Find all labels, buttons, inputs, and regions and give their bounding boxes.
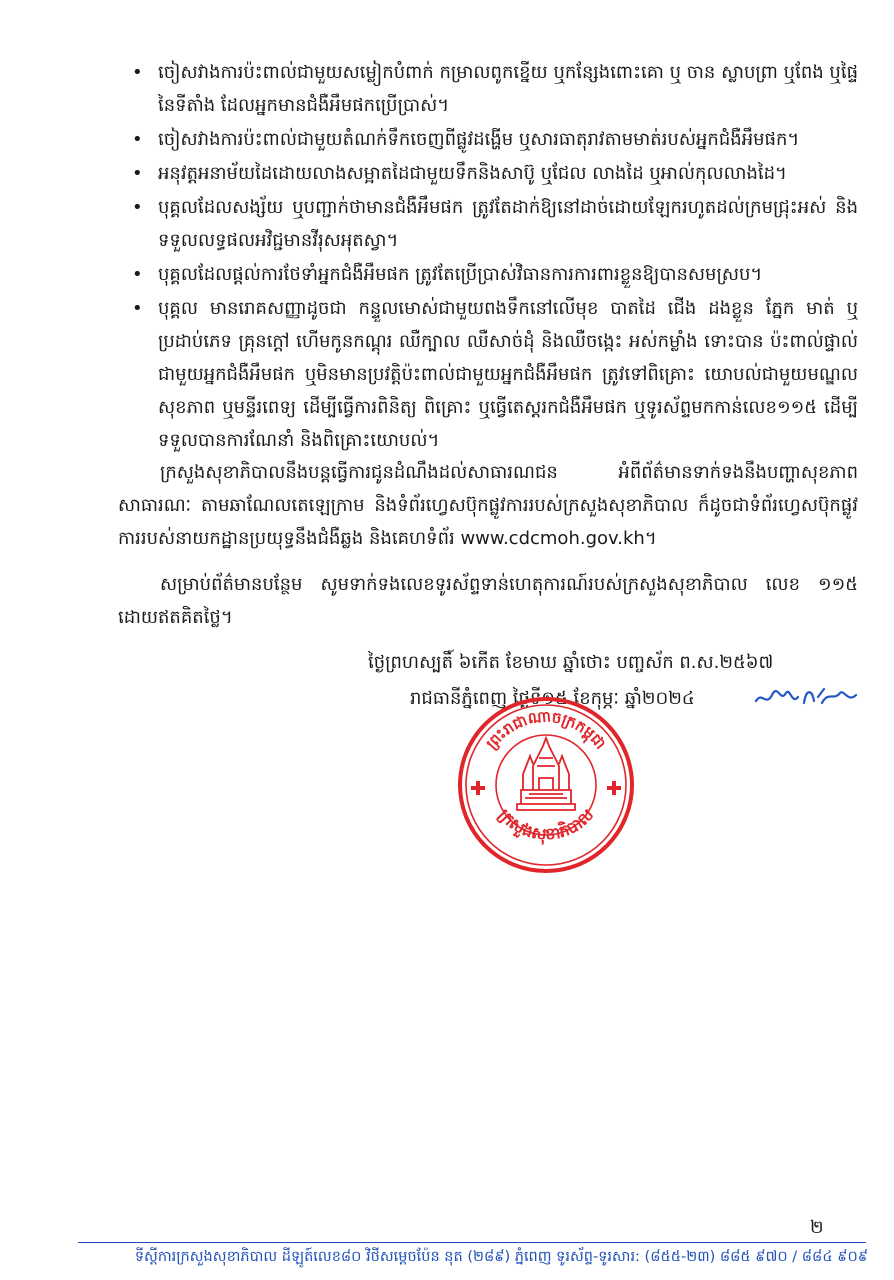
bullet-item <box>132 123 858 156</box>
bullet-marker: • <box>132 62 143 83</box>
bullet-marker: • <box>132 129 143 150</box>
temple-emblem-icon <box>517 738 575 810</box>
bullet-item <box>132 191 858 257</box>
bullet-marker: • <box>132 298 143 319</box>
seal-text-top: ព្រះរាជាណាចក្រកម្ពុជា <box>482 707 610 753</box>
bullet-item <box>132 157 858 190</box>
page-number: ២ <box>810 1217 824 1238</box>
signature-initials <box>752 683 862 711</box>
footer-address: ទីស្តីការក្រសួងសុខាភិបាល ដីឡូត៍លេខ៨០ វិថីសម្តេចប៉ែន នុត (២៨៩) ភ្នំពេញ ទូរស័ព្ទ-ទូរសារ: (៨៥៥-២៣) ៨៨៥ ៩៧០ / ៨៨៤ ៩០៩ <box>134 1249 868 1265</box>
bullet-item <box>132 258 858 291</box>
info-paragraph: ក្រសួងសុខាភិបាលនឹងបន្តធ្វើការជូនដំណឹងដល់សាធារណជន អំពីព័ត៌មានទាក់ទងនឹងបញ្ហាសុខភាពសាធារណៈ តាមឆាណែលតេឡេក្រាម និងទំព័រហ្វេសប៊ុកផ្លូវការរបស់ក្រសួងសុខាភិបាល ក៏ដូចជាទំព័រហ្វេសប៊ុកផ្លូវការរបស់នាយកដ្ឋានប្រយុទ្ធនឹងជំងឺឆ្លង និងគេហទំព័រ www.cdcmoh.gov.kh។ <box>118 462 858 549</box>
svg-text:ព្រះរាជាណាចក្រកម្ពុជា <box>482 707 609 752</box>
solar-date: រាជធានីភ្នំពេញ ថ្ងៃទី១៥ ខែកុម្ភៈ ឆ្នាំ២០២៤ <box>410 688 695 709</box>
bullet-marker: • <box>132 197 143 218</box>
footer-divider <box>78 1242 866 1243</box>
bullet-text: ចៀសវាងការប៉ះពាល់ជាមួយសម្លៀកបំពាក់ កម្រាលពូកខ្នើយ ឬកន្សែងពោះគោ ឬ ចាន ស្លាបព្រា ឬពែង ឬផ្ទៃនៃទីតាំង ដែលអ្នកមានជំងឺអឹមផកប្រើប្រាស់។ <box>158 62 858 116</box>
bullet-text: អនុវត្តអនាម័យដៃដោយលាងសម្អាតដៃជាមួយទឹកនិងសាប៊ូ ឬជែល លាងដៃ ឬអាល់កុលលាងដៃ។ <box>158 163 787 184</box>
contact-paragraph: សម្រាប់ព័ត៌មានបន្ថែម សូមទាក់ទងលេខទូរស័ព្ទទាន់ហេតុការណ៍របស់ក្រសួងសុខាភិបាល លេខ ១១៥ ដោយឥតគិតថ្លៃ។ <box>118 574 858 628</box>
bullet-item <box>132 56 858 122</box>
bullet-text: បុគ្គលដែលផ្តល់ការថែទាំអ្នកជំងឺអឹមផក ត្រូវតែប្រើប្រាស់វិធានការការពារខ្លួនឱ្យបានសមស្រប។ <box>158 264 763 285</box>
bullet-text: បុគ្គលដែលសង្ស័យ ឬបញ្ជាក់ថាមានជំងឺអឹមផក ត្រូវតែដាក់ឱ្យនៅដាច់ដោយឡែករហូតដល់ក្រមជ្រុះអស់ និងទទួលលទ្ធផលអវិជ្ជមានវីរុសអុតស្វា។ <box>158 197 858 251</box>
bullet-marker: • <box>132 163 143 184</box>
lunar-date: ថ្ងៃព្រហស្បតិ៍ ៦កើត ខែមាឃ ឆ្នាំថោះ បញ្ចស័ក ព.ស.២៥៦៧ <box>368 652 774 673</box>
svg-text:ក្រសួងសុខាភិបាល <box>494 805 597 846</box>
red-cross-icon <box>471 781 485 795</box>
ministry-seal <box>455 694 637 876</box>
red-cross-icon <box>607 781 621 795</box>
bullet-list <box>132 56 858 458</box>
bullet-text: បុគ្គល មានរោគសញ្ញាដូចជា កន្ទួលមោស់ជាមួយពងទឹកនៅលើមុខ បាតដៃ ជើង ដងខ្លួន ភ្នែក មាត់ ឬប្រដាប់ភេទ គ្រុនក្តៅ ហើមកូនកណ្តុរ ឈឺក្បាល ឈឺសាច់ដុំ និងឈឺចង្កេះ អស់កម្លាំង ទោះបាន ប៉ះពាល់ផ្ទាល់ជាមួយអ្នកជំងឺអឹមផក ឬមិនមានប្រវត្តិប៉ះពាល់ជាមួយអ្នកជំងឺអឹមផក ត្រូវទៅពិគ្រោះ យោបល់ជាមួយមណ្ឌលសុខភាព ឬមន្ទីរពេទ្យ ដើម្បីធ្វើការពិនិត្យ ពិគ្រោះ ឬធ្វើតេស្តរកជំងឺអឹមផក ឬទូរស័ព្ទមកកាន់លេខ១១៥ ដើម្បីទទួលបានការណែនាំ និងពិគ្រោះយោបល់។ <box>158 298 858 451</box>
bullet-marker: • <box>132 264 143 285</box>
bullet-item <box>132 292 858 457</box>
bullet-text: ចៀសវាងការប៉ះពាល់ជាមួយតំណក់ទឹកចេញពីផ្លូវដង្ហើម ឬសារធាតុរាវតាមមាត់របស់អ្នកជំងឺអឹមផក។ <box>158 129 800 150</box>
seal-text-bottom: ក្រសួងសុខាភិបាល <box>494 805 598 844</box>
